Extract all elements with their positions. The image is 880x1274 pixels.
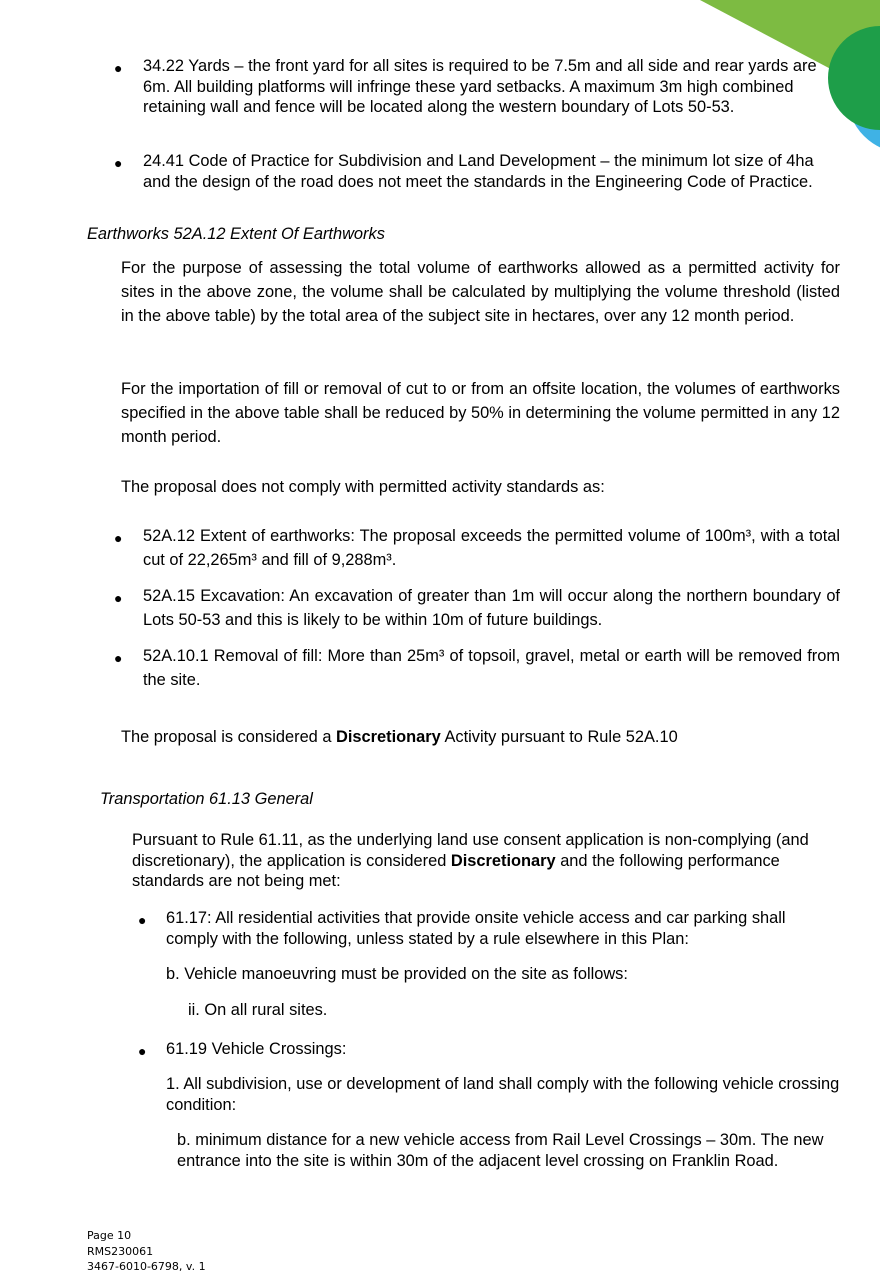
- conclusion-bold: Discretionary: [336, 728, 441, 746]
- earthworks-paragraph-3: The proposal does not comply with permitted activity standards as:: [121, 478, 605, 496]
- bullet-excavation: 52A.15 Excavation: An excavation of greater than 1m will occur along the northern boundary of Lots 50-53 and this is likely to be within 10m of future buildings.: [143, 587, 840, 629]
- conclusion-text: The proposal is considered a: [121, 728, 337, 746]
- bullet-61-17: 61.17: All residential activities that provide onsite vehicle access and car parking shall comply with the following, unless stated by a rule elsewhere in this Plan:: [166, 909, 786, 948]
- footer-reference: RMS230061: [87, 1245, 154, 1258]
- earthworks-heading: Earthworks 52A.12 Extent Of Earthworks: [87, 225, 385, 243]
- transportation-heading: Transportation 61.13 General: [100, 790, 313, 808]
- bullet-code-of-practice: 24.41 Code of Practice for Subdivision and Land Development – the minimum lot size of 4ha and the design of the road does not meet the standards in the Engineering Code of Practice.: [143, 152, 814, 191]
- earthworks-paragraph-1: For the purpose of assessing the total volume of earthworks allowed as a permitted activity for sites in the above zone, the volume shall be calculated by multiplying the volume threshold (listed in the above table) by the total area of the subject site in hectares, over any 12 month period.: [121, 259, 840, 325]
- conclusion-text-end: Activity pursuant to Rule 52A.10: [440, 728, 678, 746]
- footer-document-id: 3467-6010-6798, v. 1: [87, 1260, 206, 1273]
- footer-page-number: Page 10: [87, 1229, 132, 1242]
- sub-item-1b-rail-distance: b. minimum distance for a new vehicle access from Rail Level Crossings – 30m. The new entrance into the site is within 30m of the adjacent level crossing on Franklin Road.: [177, 1131, 824, 1170]
- bullet-marker: ●: [114, 530, 123, 546]
- bullet-marker: ●: [114, 590, 123, 606]
- bullet-61-19: 61.19 Vehicle Crossings:: [166, 1040, 347, 1058]
- bullet-marker: ●: [138, 912, 147, 928]
- earthworks-paragraph-2: For the importation of fill or removal of cut to or from an offsite location, the volumes of earthworks specified in the above table shall be reduced by 50% in determining the volume permitted in any 12 month period.: [121, 380, 840, 446]
- bullet-yards: 34.22 Yards – the front yard for all sites is required to be 7.5m and all side and rear yards are 6m. All building platforms will infringe these yard setbacks. A maximum 3m high combined retaining wall and fence will be located along the western boundary of Lots 50-53.: [143, 57, 817, 116]
- intro-bold: Discretionary: [450, 851, 556, 870]
- bullet-marker: ●: [114, 60, 123, 76]
- sub-item-1-crossing: 1. All subdivision, use or development of land shall comply with the following vehicle crossing condition:: [166, 1075, 840, 1114]
- sub-item-ii-rural: ii. On all rural sites.: [188, 1001, 328, 1019]
- bullet-marker: ●: [138, 1043, 147, 1059]
- bullet-removal-of-fill: 52A.10.1 Removal of fill: More than 25m³ of topsoil, gravel, metal or earth will be removed from the site.: [143, 647, 840, 689]
- bullet-extent-of-earthworks: 52A.12 Extent of earthworks: The proposal exceeds the permitted volume of 100m³, with a total cut of 22,265m³ and fill of 9,288m³.: [143, 527, 840, 569]
- intro-text-end: and the following performance standards are not being met:: [132, 851, 780, 890]
- transportation-intro: [132, 830, 832, 892]
- intro-text: Pursuant to Rule 61.11, as the underlying land use consent application is non-complying (and discretionary), the application is considered: [132, 831, 809, 870]
- earthworks-conclusion: [121, 727, 840, 748]
- sub-item-b-manoeuvring: b. Vehicle manoeuvring must be provided on the site as follows:: [166, 965, 628, 983]
- bullet-marker: ●: [114, 650, 123, 666]
- bullet-marker: ●: [114, 155, 123, 171]
